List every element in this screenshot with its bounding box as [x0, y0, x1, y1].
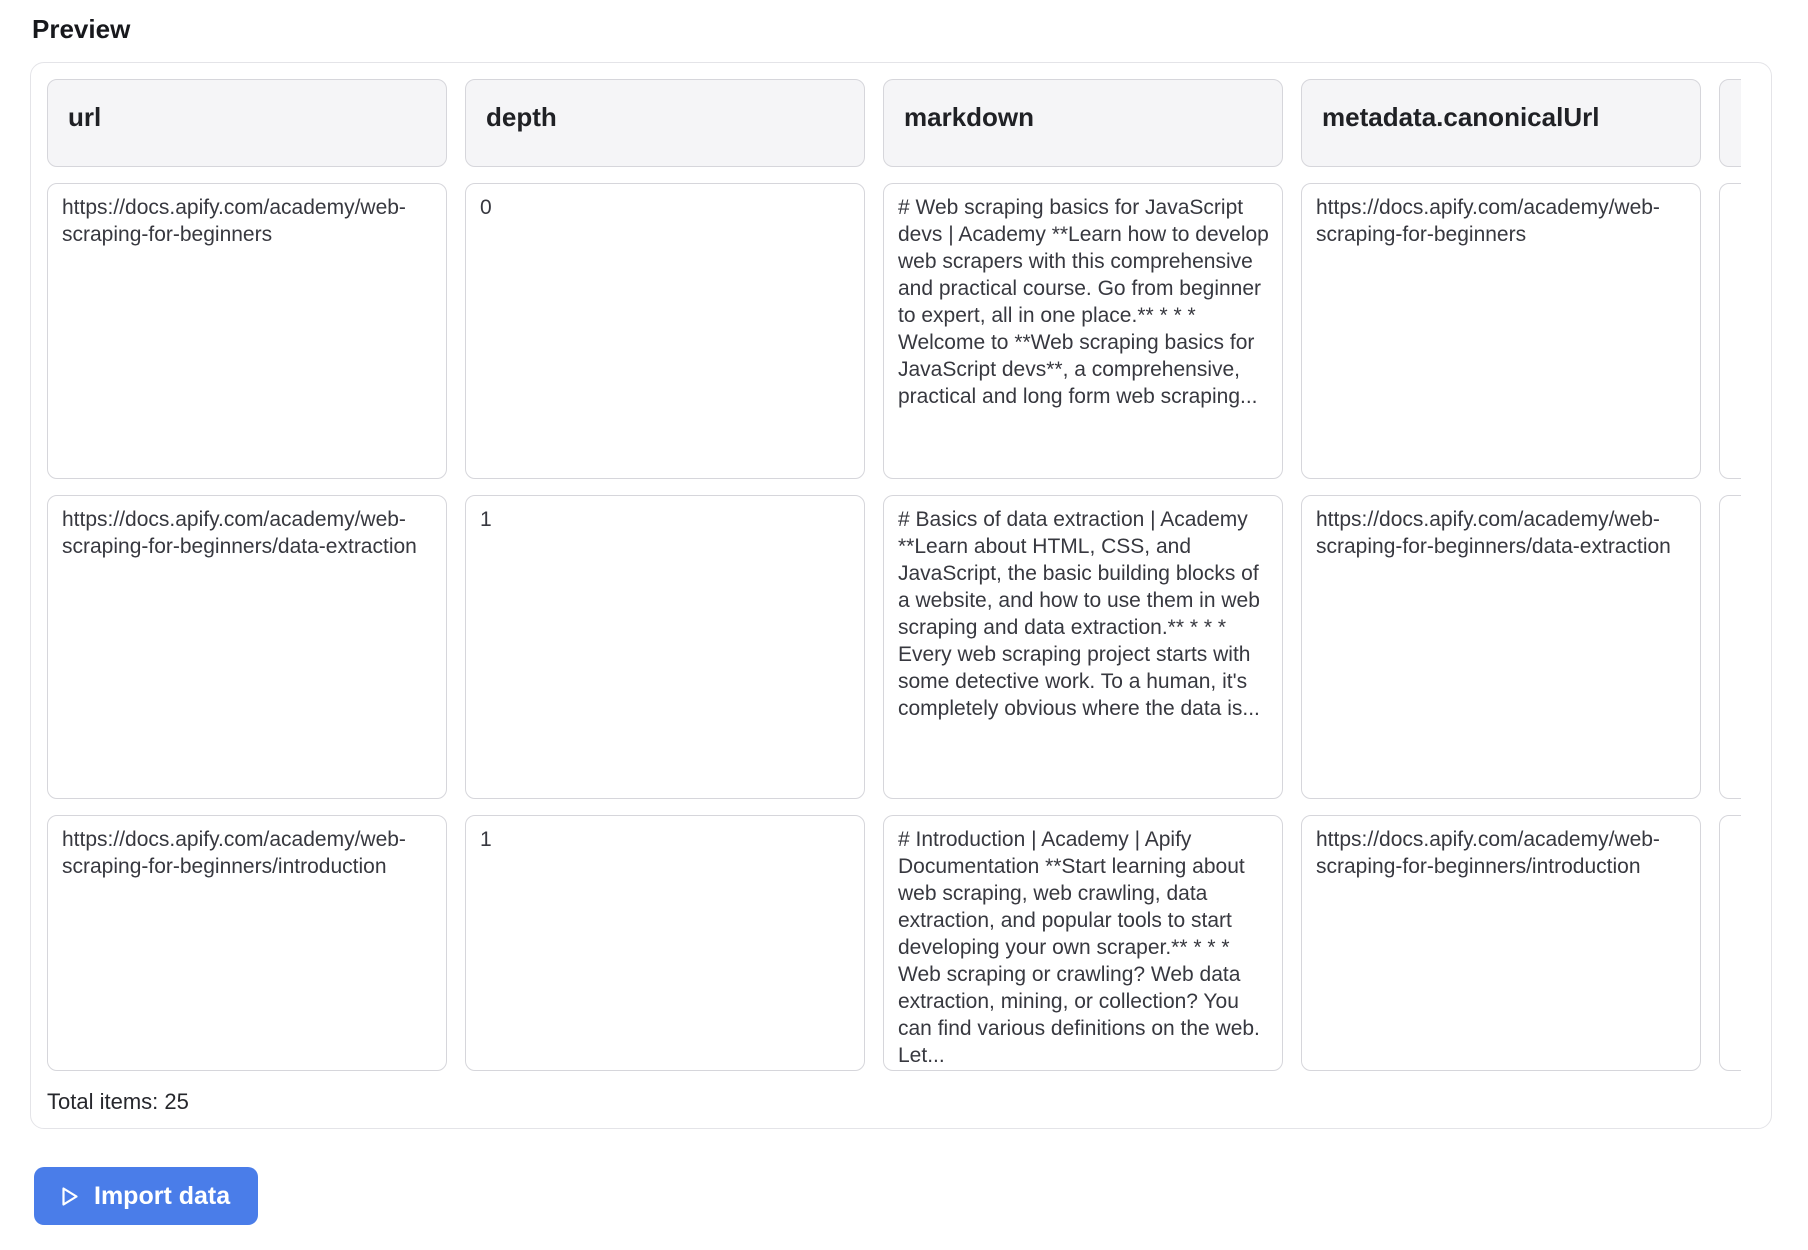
table-column-canonical-url [1301, 79, 1701, 1071]
table-cell-url-row3: https://docs.apify.com/academy/web-scraping-for-beginners/introduction [47, 815, 447, 1071]
table-cell-canonical-row2: https://docs.apify.com/academy/web-scraping-for-beginners/data-extraction [1301, 495, 1701, 799]
table-cell-clipped-row1 [1719, 183, 1741, 479]
page-title: Preview [32, 14, 131, 44]
table-cell-markdown-row1: # Web scraping basics for JavaScript devs | Academy **Learn how to develop web scrapers with this comprehensive and practical course. Go from beginner to expert, all in one place.** * * * Welcome to **Web scraping basics for JavaScript devs**, a comprehensive, practical and long form web scraping... [883, 183, 1283, 479]
import-data-button-label: Import data [94, 1181, 231, 1210]
table-cell-markdown-row2: # Basics of data extraction | Academy **Learn about HTML, CSS, and JavaScript, the basic building blocks of a website, and how to use them in web scraping and data extraction.** * * * Every web scraping project starts with some detective work. To a human, it's completely obvious where the data is... [883, 495, 1283, 799]
table-column-url [47, 79, 447, 1071]
table-cell-canonical-row1: https://docs.apify.com/academy/web-scraping-for-beginners [1301, 183, 1701, 479]
column-header-depth: depth [465, 79, 865, 167]
column-header-url: url [47, 79, 447, 167]
table-cell-url-row1: https://docs.apify.com/academy/web-scraping-for-beginners [47, 183, 447, 479]
table-cell-markdown-row3: # Introduction | Academy | Apify Documentation **Start learning about web scraping, web crawling, data extraction, and popular tools to start developing your own scraper.** * * * Web scraping or crawling? Web data extraction, mining, or collection? You can find various definitions on the web. Let... [883, 815, 1283, 1071]
preview-panel [30, 62, 1772, 1129]
play-outline-icon [58, 1185, 81, 1208]
column-header-markdown: markdown [883, 79, 1283, 167]
table-column-clipped [1719, 79, 1741, 1071]
table-column-markdown [883, 79, 1283, 1071]
table-cell-depth-row1: 0 [465, 183, 865, 479]
import-data-button[interactable] [34, 1167, 258, 1225]
table-cell-url-row2: https://docs.apify.com/academy/web-scraping-for-beginners/data-extraction [47, 495, 447, 799]
table-cell-clipped-row2 [1719, 495, 1741, 799]
table-scroll-area[interactable] [47, 79, 1741, 1071]
preview-table [47, 79, 1741, 1071]
total-items-label: Total items: 25 [47, 1089, 189, 1114]
column-header-clipped [1719, 79, 1741, 167]
table-column-depth [465, 79, 865, 1071]
table-cell-clipped-row3 [1719, 815, 1741, 1071]
table-cell-canonical-row3: https://docs.apify.com/academy/web-scraping-for-beginners/introduction [1301, 815, 1701, 1071]
table-cell-depth-row2: 1 [465, 495, 865, 799]
table-cell-depth-row3: 1 [465, 815, 865, 1071]
column-header-canonical-url: metadata.canonicalUrl [1301, 79, 1701, 167]
